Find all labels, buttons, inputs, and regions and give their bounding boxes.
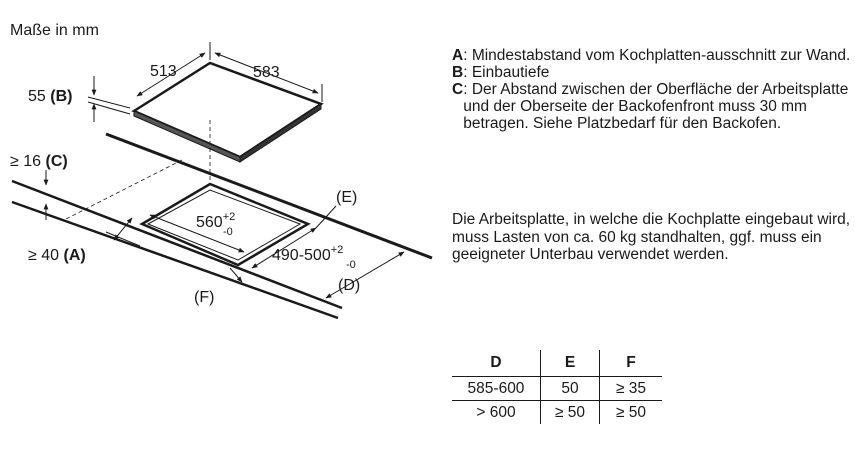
table-header: E [541, 350, 600, 377]
dim-55 [88, 76, 130, 122]
table-header: D [452, 350, 541, 377]
label-e-leader [316, 206, 336, 228]
table-header-row [452, 350, 662, 377]
units-label: Maße in mm [10, 22, 99, 39]
label-f: (F) [194, 289, 215, 306]
dim-583-text: 583 [253, 64, 280, 81]
table-cell: ≥ 35 [600, 377, 663, 401]
legend [452, 47, 852, 132]
legend-text: : Mindestabstand vom Kochplatten-ausschnitt zur Wand. [463, 47, 851, 64]
table-row [452, 401, 662, 425]
label-d: (D) [338, 277, 361, 294]
legend-item-c [452, 81, 852, 132]
legend-text: : Einbautiefe [463, 64, 550, 81]
legend-key: B [452, 64, 464, 81]
cutout-depth-text: $490-500^{+2}$ [272, 244, 344, 264]
wall-line [106, 134, 432, 258]
load-note: Die Arbeitsplatte, in welche die Kochplatte eingebaut wird, muss Lasten von ca. 60 kg standhalten, ggf. muss ein geeigneter Unterbau verwendet werden. [452, 211, 851, 263]
cutout-depth-tol-minus: -0 [346, 259, 356, 271]
label-e: (E) [336, 189, 358, 206]
table-cell: ≥ 50 [541, 401, 600, 425]
legend-item-b [452, 64, 852, 81]
legend-text: : Der Abstand zwischen der Oberfläche der Arbeitsplatte und der Oberseite der Backofenfront muss 30 mm betragen. Siehe Platzbedarf für den Backofen. [463, 81, 849, 132]
cutout-width-text: $560^{+2}$ [196, 211, 236, 231]
table-row [452, 377, 662, 401]
dim-40-text: ≥ 40 (A) [28, 247, 86, 264]
cutout-width-tol-minus: -0 [223, 226, 233, 238]
dim-513-text: 513 [150, 63, 177, 80]
table-cell: ≥ 50 [600, 401, 663, 425]
clearance-table [452, 350, 662, 424]
table-header: F [600, 350, 663, 377]
table-cell: > 600 [476, 403, 516, 421]
legend-key: A [452, 47, 464, 64]
table-cell: 585-600 [452, 377, 541, 401]
legend-key: C [452, 81, 464, 98]
dim-55-text: 55 (B) [28, 88, 73, 105]
dim-16-text: ≥ 16 (C) [10, 153, 68, 170]
table-cell: 50 [541, 377, 600, 401]
legend-item-a [452, 47, 852, 64]
